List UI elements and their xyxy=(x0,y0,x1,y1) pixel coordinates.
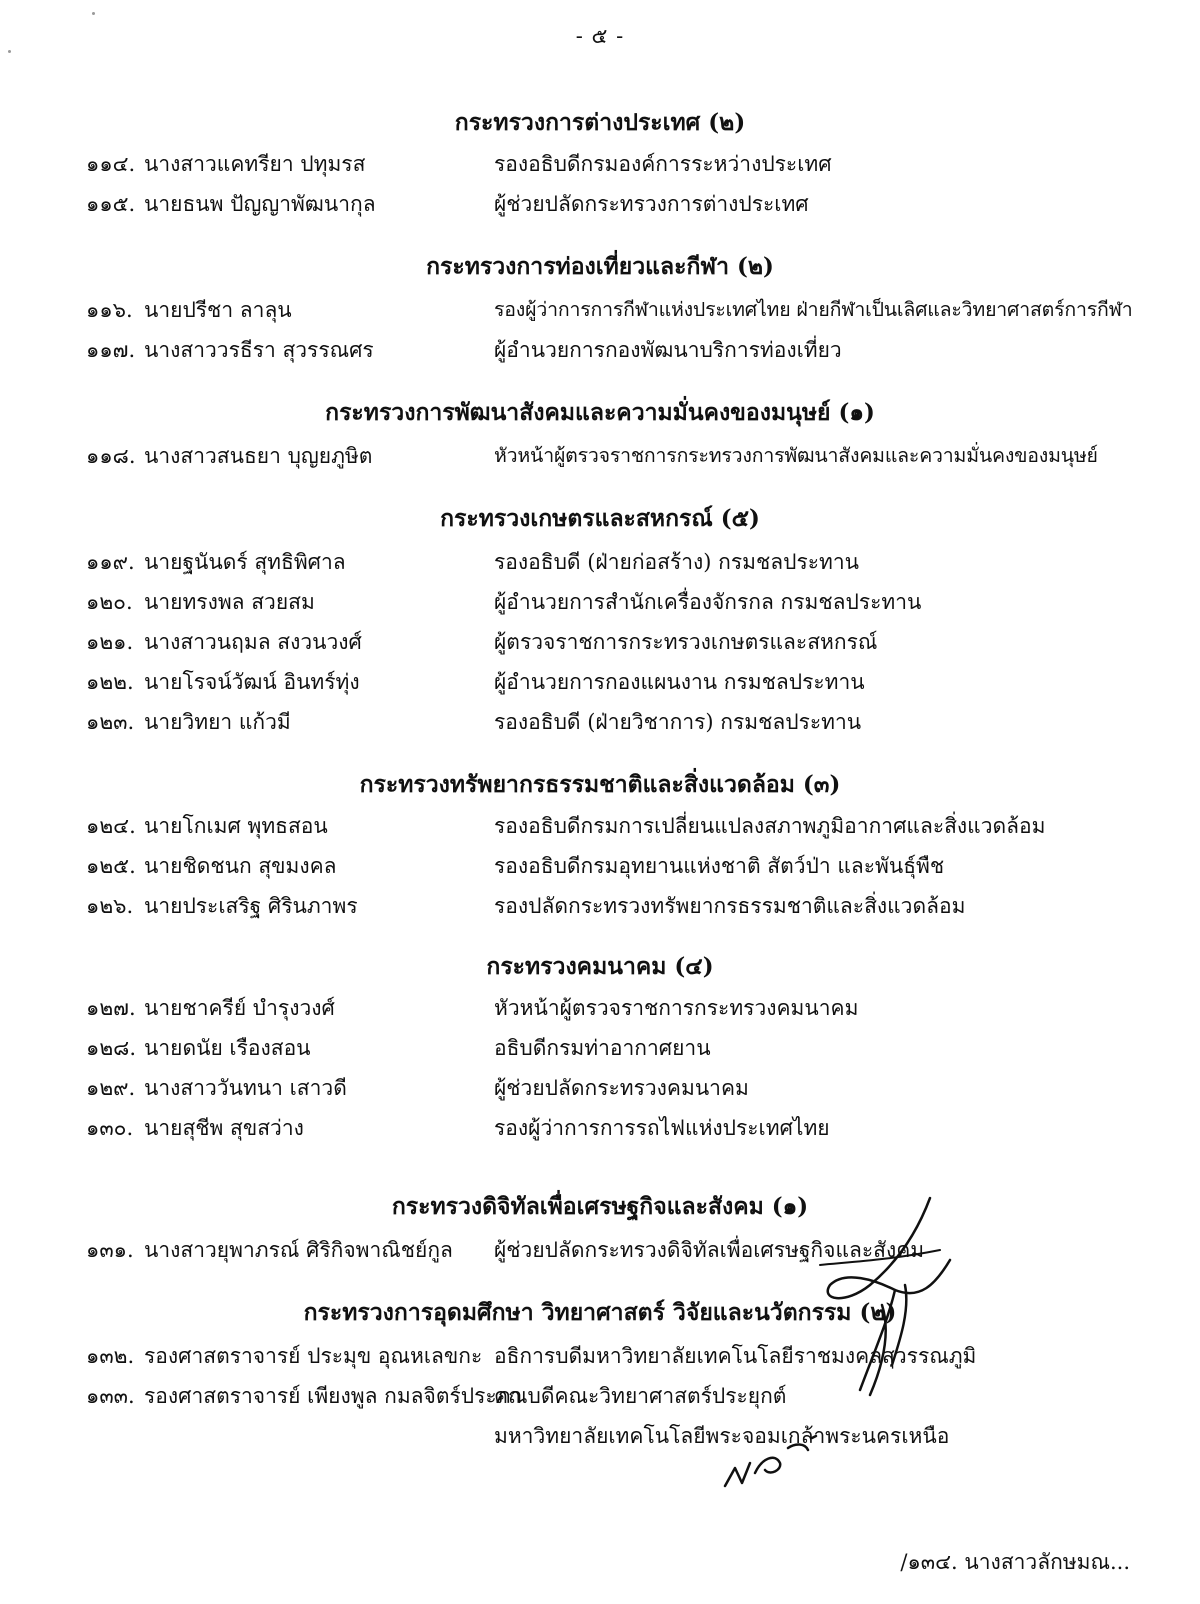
position-title: รองผู้ว่าการการกีฬาแห่งประเทศไทย ฝ่ายกีฬาเป็นเลิศและวิทยาศาสตร์การกีฬา xyxy=(494,298,1133,321)
scan-speck xyxy=(8,50,11,53)
item-number: ๑๑๕. xyxy=(86,192,136,216)
person-name: นางสาวแคทรียา ปทุมรส xyxy=(144,152,366,176)
position-title: ผู้ช่วยปลัดกระทรวงคมนาคม xyxy=(494,1076,749,1100)
position-title: ผู้อำนวยการกองแผนงาน กรมชลประทาน xyxy=(494,670,865,694)
item-number: ๑๓๐. xyxy=(86,1116,134,1140)
item-number: ๑๑๖. xyxy=(86,298,133,322)
position-title: ผู้ช่วยปลัดกระทรวงการต่างประเทศ xyxy=(494,192,809,216)
list-item xyxy=(86,294,1146,326)
item-number: ๑๒๒. xyxy=(86,670,134,694)
item-number: ๑๓๒. xyxy=(86,1344,135,1368)
person-name: นายโกเมศ พุทธสอน xyxy=(144,814,328,838)
list-item xyxy=(86,1380,1146,1412)
item-number: ๑๓๓. xyxy=(86,1384,135,1408)
person-name: รองศาสตราจารย์ ประมุข อุณหเลขกะ xyxy=(144,1344,483,1368)
item-number: ๑๒๗. xyxy=(86,996,136,1020)
person-name: นายฐนันดร์ สุทธิพิศาล xyxy=(144,550,346,574)
section-heading: กระทรวงคมนาคม (๔) xyxy=(486,953,714,980)
item-number: ๑๑๘. xyxy=(86,444,136,468)
list-item xyxy=(86,1112,1146,1144)
list-item xyxy=(86,1072,1146,1104)
position-title: หัวหน้าผู้ตรวจราชการกระทรวงการพัฒนาสังคมและความมั่นคงของมนุษย์ xyxy=(494,444,1098,467)
list-item xyxy=(86,188,1146,220)
section-heading: กระทรวงการอุดมศึกษา วิทยาศาสตร์ วิจัยและนวัตกรรม (๒) xyxy=(303,1299,897,1326)
scan-speck xyxy=(92,12,95,15)
position-title: คณบดีคณะวิทยาศาสตร์ประยุกต์ xyxy=(494,1384,787,1408)
item-number: ๑๓๑. xyxy=(86,1238,134,1262)
item-number: ๑๒๘. xyxy=(86,1036,137,1060)
list-item xyxy=(86,706,1146,738)
position-title: ผู้ตรวจราชการกระทรวงเกษตรและสหกรณ์ xyxy=(494,630,878,654)
position-title: รองอธิบดีกรมองค์การระหว่างประเทศ xyxy=(494,152,832,176)
person-name: นายสุชีพ สุขสว่าง xyxy=(144,1116,304,1140)
position-title: อธิบดีกรมท่าอากาศยาน xyxy=(494,1036,711,1060)
page-number: - ๕ - xyxy=(575,24,625,48)
list-item xyxy=(86,1234,1146,1266)
list-item xyxy=(86,440,1146,472)
person-name: นางสาวสนธยา บุญยภูษิต xyxy=(144,444,373,468)
section-heading: กระทรวงดิจิทัลเพื่อเศรษฐกิจและสังคม (๑) xyxy=(391,1193,809,1220)
position-title: อธิการบดีมหาวิทยาลัยเทคโนโลยีราชมงคลสุวรรณภูมิ xyxy=(494,1344,977,1368)
position-title: หัวหน้าผู้ตรวจราชการกระทรวงคมนาคม xyxy=(494,996,859,1020)
list-item xyxy=(86,148,1146,180)
section-heading: กระทรวงการพัฒนาสังคมและความมั่นคงของมนุษย์ (๑) xyxy=(325,399,875,426)
section-heading: กระทรวงทรัพยากรธรรมชาติและสิ่งแวดล้อม (๓) xyxy=(359,771,841,798)
person-name: นายชิดชนก สุขมงคล xyxy=(144,854,337,878)
list-item xyxy=(86,626,1146,658)
person-name: นางสาววรธีรา สุวรรณศร xyxy=(144,338,374,362)
position-title: รองปลัดกระทรวงทรัพยากรธรรมชาติและสิ่งแวดล้อม xyxy=(494,894,966,918)
section-heading: กระทรวงเกษตรและสหกรณ์ (๕) xyxy=(440,505,760,532)
person-name: นายดนัย เรืองสอน xyxy=(144,1036,311,1060)
list-item xyxy=(86,666,1146,698)
person-name: นายโรจน์วัฒน์ อินทร์ทุ่ง xyxy=(144,670,360,694)
section-heading: กระทรวงการต่างประเทศ (๒) xyxy=(454,109,746,136)
person-name: นายวิทยา แก้วมี xyxy=(144,710,291,734)
position-title: ผู้ช่วยปลัดกระทรวงดิจิทัลเพื่อเศรษฐกิจและสังคม xyxy=(494,1238,925,1262)
position-title: รองอธิบดี (ฝ่ายก่อสร้าง) กรมชลประทาน xyxy=(494,550,859,574)
continuation-text: /๑๓๔. นางสาวลักษมณ... xyxy=(900,1550,1130,1574)
person-name: นางสาวนฤมล สงวนวงศ์ xyxy=(144,630,362,654)
list-item xyxy=(86,850,1146,882)
person-name: นายทรงพล สวยสม xyxy=(144,590,315,614)
person-name: นางสาววันทนา เสาวดี xyxy=(144,1076,347,1100)
list-item xyxy=(86,810,1146,842)
person-name: นายธนพ ปัญญาพัฒนากุล xyxy=(144,192,376,216)
person-name: นายปรีชา ลาลุน xyxy=(144,298,292,322)
list-item xyxy=(86,586,1146,618)
list-item xyxy=(86,546,1146,578)
person-name: นายประเสริฐ ศิรินภาพร xyxy=(144,894,358,918)
person-name: นายชาครีย์ บำรุงวงศ์ xyxy=(144,996,335,1020)
list-item xyxy=(86,334,1146,366)
person-name: รองศาสตราจารย์ เพียงพูล กมลจิตร์ประภา xyxy=(144,1384,523,1408)
list-item xyxy=(86,1032,1146,1064)
list-item xyxy=(86,890,1146,922)
item-number: ๑๒๔. xyxy=(86,814,136,838)
item-number: ๑๒๙. xyxy=(86,1076,136,1100)
position-title: รองอธิบดีกรมการเปลี่ยนแปลงสภาพภูมิอากาศและสิ่งแวดล้อม xyxy=(494,814,1046,838)
position-title: รองอธิบดีกรมอุทยานแห่งชาติ สัตว์ป่า และพันธุ์พืช xyxy=(494,854,945,878)
item-number: ๑๒๕. xyxy=(86,854,136,878)
position-title: ผู้อำนวยการกองพัฒนาบริการท่องเที่ยว xyxy=(494,338,842,362)
item-number: ๑๑๔. xyxy=(86,152,136,176)
item-number: ๑๑๙. xyxy=(86,550,135,574)
person-name: นางสาวยุพาภรณ์ ศิริกิจพาณิชย์กูล xyxy=(144,1238,453,1262)
item-number: ๑๒๖. xyxy=(86,894,134,918)
item-number: ๑๒๐. xyxy=(86,590,133,614)
item-number: ๑๑๗. xyxy=(86,338,136,362)
position-continuation: มหาวิทยาลัยเทคโนโลยีพระจอมเกล้าพระนครเหนือ xyxy=(494,1424,950,1448)
list-item xyxy=(86,992,1146,1024)
item-number: ๑๒๑. xyxy=(86,630,134,654)
list-item xyxy=(86,1340,1146,1372)
position-title: รองอธิบดี (ฝ่ายวิชาการ) กรมชลประทาน xyxy=(494,710,862,734)
position-title: รองผู้ว่าการการรถไฟแห่งประเทศไทย xyxy=(494,1116,830,1140)
section-heading: กระทรวงการท่องเที่ยวและกีฬา (๒) xyxy=(426,253,774,280)
item-number: ๑๒๓. xyxy=(86,710,135,734)
position-title: ผู้อำนวยการสำนักเครื่องจักรกล กรมชลประทาน xyxy=(494,590,922,614)
